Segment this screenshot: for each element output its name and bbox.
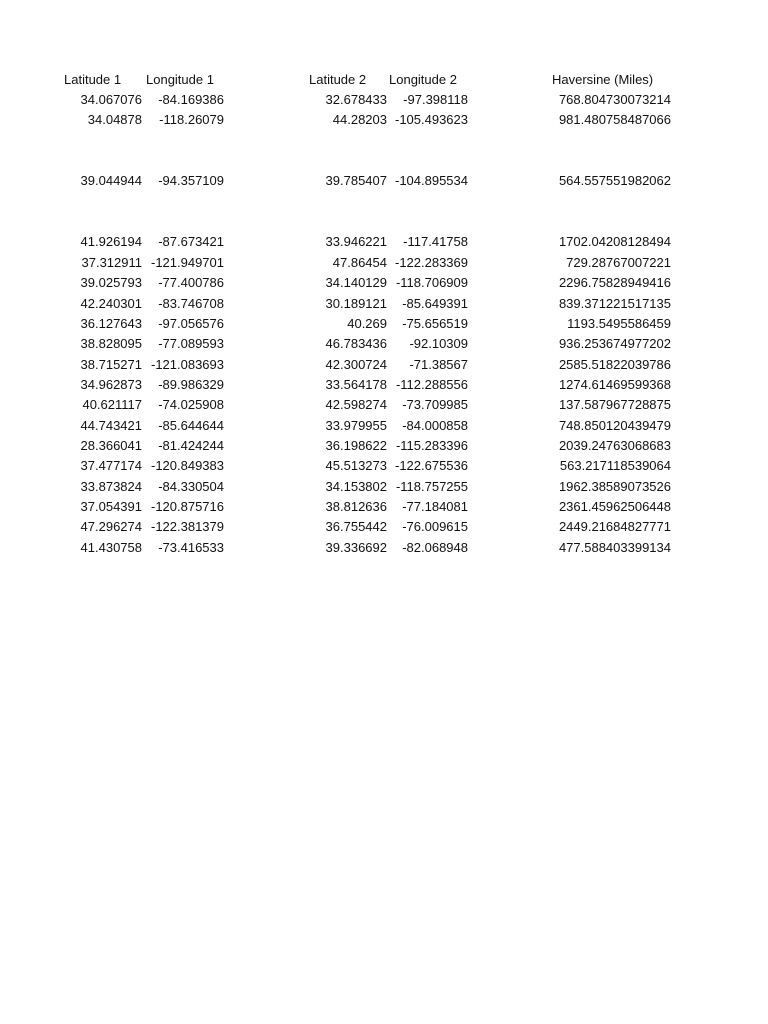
longitude-2-cell: -73.709985 xyxy=(402,397,468,413)
latitude-2-cell xyxy=(300,131,387,151)
table-row xyxy=(0,395,768,415)
haversine-cell: 1193.5495586459 xyxy=(567,315,671,331)
latitude-1-cell: 34.067076 xyxy=(80,92,142,107)
latitude-1-cell xyxy=(62,131,142,151)
latitude-2-cell: 30.189121 xyxy=(325,295,387,311)
latitude-1-cell xyxy=(62,212,142,232)
haversine-cell: 981.480758487066 xyxy=(558,112,671,128)
haversine-cell: 564.557551982062 xyxy=(558,173,671,189)
longitude-2-cell: -122.675536 xyxy=(394,458,468,474)
longitude-2-cell xyxy=(387,131,468,151)
longitude-1-cell: -84.169386 xyxy=(158,92,224,107)
latitude-1-cell: 42.240301 xyxy=(80,295,142,311)
table-row xyxy=(0,90,768,110)
latitude-1-cell: 28.366041 xyxy=(80,437,142,453)
longitude-2-cell: -118.757255 xyxy=(395,478,468,494)
longitude-1-cell: -87.673421 xyxy=(158,234,224,250)
longitude-1-cell: -84.330504 xyxy=(158,478,224,494)
table-row xyxy=(0,538,768,558)
table-row xyxy=(0,416,768,436)
longitude-2-cell: -75.656519 xyxy=(402,315,468,331)
latitude-2-cell: 46.783436 xyxy=(325,336,387,352)
latitude-1-cell: 38.828095 xyxy=(80,336,142,352)
longitude-1-cell: -120.875716 xyxy=(150,499,224,514)
table-row xyxy=(0,314,768,334)
header-longitude-1: Longitude 1 xyxy=(146,72,214,87)
longitude-1-cell: -94.357109 xyxy=(158,173,224,189)
longitude-1-cell: -81.424244 xyxy=(158,437,224,453)
haversine-cell: 936.253674977202 xyxy=(558,336,671,352)
haversine-cell xyxy=(545,131,671,151)
latitude-2-cell xyxy=(300,151,387,171)
latitude-1-cell: 33.873824 xyxy=(80,478,142,494)
latitude-2-cell: 42.598274 xyxy=(325,397,387,413)
table-row xyxy=(0,294,768,314)
latitude-2-cell: 36.755442 xyxy=(325,519,387,535)
haversine-cell xyxy=(545,212,671,232)
longitude-1-cell: -97.056576 xyxy=(158,315,224,331)
latitude-2-cell xyxy=(300,212,387,232)
longitude-2-cell: -85.649391 xyxy=(402,295,468,311)
latitude-2-cell: 33.564178 xyxy=(325,376,387,392)
longitude-2-cell: -76.009615 xyxy=(402,519,468,535)
longitude-1-cell: -121.083693 xyxy=(150,356,224,372)
longitude-1-cell: -121.949701 xyxy=(150,254,224,270)
longitude-2-cell: -117.41758 xyxy=(403,234,468,250)
latitude-2-cell: 39.336692 xyxy=(325,539,387,555)
table-row xyxy=(0,253,768,273)
haversine-cell: 2449.21684827771 xyxy=(558,519,671,535)
longitude-1-cell xyxy=(142,131,224,151)
latitude-1-cell: 40.621117 xyxy=(82,397,142,413)
header-row xyxy=(0,70,768,90)
longitude-2-cell: -77.184081 xyxy=(402,499,468,514)
haversine-cell: 839.371221517135 xyxy=(558,295,671,311)
haversine-cell: 2361.45962506448 xyxy=(558,499,671,514)
header-latitude-1: Latitude 1 xyxy=(64,72,122,87)
longitude-1-cell: -85.644644 xyxy=(158,417,224,433)
longitude-2-cell: -115.283396 xyxy=(395,437,468,453)
header-longitude-2: Longitude 2 xyxy=(389,72,457,87)
latitude-2-cell: 40.269 xyxy=(347,315,387,331)
longitude-2-cell: -71.38567 xyxy=(409,356,468,372)
latitude-1-cell: 36.127643 xyxy=(80,315,142,331)
latitude-2-cell: 45.513273 xyxy=(325,458,387,474)
longitude-1-cell xyxy=(142,192,224,212)
latitude-2-cell: 36.198622 xyxy=(325,437,387,453)
latitude-2-cell: 32.678433 xyxy=(325,92,387,107)
table-row xyxy=(0,151,768,171)
latitude-1-cell: 37.477174 xyxy=(80,458,142,474)
longitude-2-cell: -112.288556 xyxy=(395,376,468,392)
latitude-2-cell: 33.979955 xyxy=(325,417,387,433)
table-row xyxy=(0,436,768,456)
latitude-2-cell: 39.785407 xyxy=(325,173,387,189)
longitude-1-cell: -74.025908 xyxy=(158,397,224,413)
longitude-2-cell xyxy=(387,212,468,232)
longitude-1-cell: -73.416533 xyxy=(158,539,224,555)
table-row xyxy=(0,477,768,497)
haversine-cell: 137.587967728875 xyxy=(558,397,671,413)
longitude-2-cell xyxy=(387,151,468,171)
haversine-cell: 2296.75828949416 xyxy=(558,275,671,291)
latitude-2-cell: 44.28203 xyxy=(332,112,387,128)
haversine-cell: 729.28767007221 xyxy=(566,254,671,270)
haversine-cell: 2039.24763068683 xyxy=(558,437,671,453)
haversine-cell xyxy=(545,192,671,212)
latitude-1-cell: 39.025793 xyxy=(80,275,142,291)
header-latitude-2: Latitude 2 xyxy=(309,72,367,87)
table-row xyxy=(0,110,768,130)
longitude-2-cell: -122.283369 xyxy=(394,254,468,270)
longitude-2-cell: -105.493623 xyxy=(394,112,468,128)
latitude-1-cell xyxy=(62,192,142,212)
haversine-cell: 748.850120439479 xyxy=(558,417,671,433)
haversine-cell: 768.804730073214 xyxy=(558,92,671,107)
latitude-1-cell: 47.296274 xyxy=(80,519,142,535)
table-row xyxy=(0,192,768,212)
longitude-2-cell: -97.398118 xyxy=(403,92,468,107)
longitude-1-cell: -122.381379 xyxy=(150,519,224,535)
latitude-2-cell: 34.140129 xyxy=(325,275,387,291)
longitude-1-cell: -77.089593 xyxy=(158,336,224,352)
longitude-2-cell: -118.706909 xyxy=(395,275,468,291)
longitude-2-cell: -82.068948 xyxy=(402,539,468,555)
latitude-2-cell: 34.153802 xyxy=(325,478,387,494)
longitude-1-cell: -120.849383 xyxy=(150,458,224,474)
table-row xyxy=(0,497,768,517)
haversine-cell xyxy=(545,151,671,171)
table-row xyxy=(0,212,768,232)
header-haversine: Haversine (Miles) xyxy=(552,72,654,87)
longitude-2-cell: -84.000858 xyxy=(402,417,468,433)
longitude-1-cell: -77.400786 xyxy=(158,275,224,291)
haversine-cell: 1274.61469599368 xyxy=(558,376,671,392)
table-row xyxy=(0,232,768,252)
longitude-2-cell: -104.895534 xyxy=(394,173,468,189)
table-row xyxy=(0,375,768,395)
longitude-2-cell: -92.10309 xyxy=(409,336,468,352)
latitude-1-cell: 44.743421 xyxy=(80,417,142,433)
latitude-2-cell: 42.300724 xyxy=(325,356,387,372)
table-row xyxy=(0,517,768,537)
table-row xyxy=(0,171,768,191)
haversine-cell: 477.588403399134 xyxy=(558,539,671,555)
latitude-2-cell: 33.946221 xyxy=(325,234,387,250)
latitude-2-cell: 47.86454 xyxy=(332,254,387,270)
latitude-1-cell: 41.430758 xyxy=(80,539,142,555)
haversine-cell: 563.217118539064 xyxy=(559,458,671,474)
longitude-1-cell: -118.26079 xyxy=(159,112,224,128)
latitude-1-cell: 34.04878 xyxy=(87,112,142,128)
latitude-1-cell: 41.926194 xyxy=(80,234,142,250)
longitude-1-cell: -89.986329 xyxy=(158,376,224,392)
latitude-1-cell: 39.044944 xyxy=(80,173,142,189)
latitude-1-cell: 37.312911 xyxy=(81,254,142,270)
haversine-cell: 1962.38589073526 xyxy=(558,478,671,494)
table-row xyxy=(0,355,768,375)
latitude-1-cell: 38.715271 xyxy=(80,356,142,372)
haversine-cell: 2585.51822039786 xyxy=(558,356,671,372)
latitude-1-cell: 37.054391 xyxy=(80,499,142,514)
table-row xyxy=(0,456,768,476)
longitude-1-cell xyxy=(142,151,224,171)
table-row xyxy=(0,273,768,293)
longitude-1-cell: -83.746708 xyxy=(158,295,224,311)
haversine-cell: 1702.04208128494 xyxy=(558,234,671,250)
longitude-1-cell xyxy=(142,212,224,232)
longitude-2-cell xyxy=(387,192,468,212)
latitude-1-cell: 34.962873 xyxy=(80,376,142,392)
latitude-2-cell: 38.812636 xyxy=(325,499,387,514)
table-row xyxy=(0,334,768,354)
latitude-2-cell xyxy=(300,192,387,212)
table-row xyxy=(0,131,768,151)
latitude-1-cell xyxy=(62,151,142,171)
